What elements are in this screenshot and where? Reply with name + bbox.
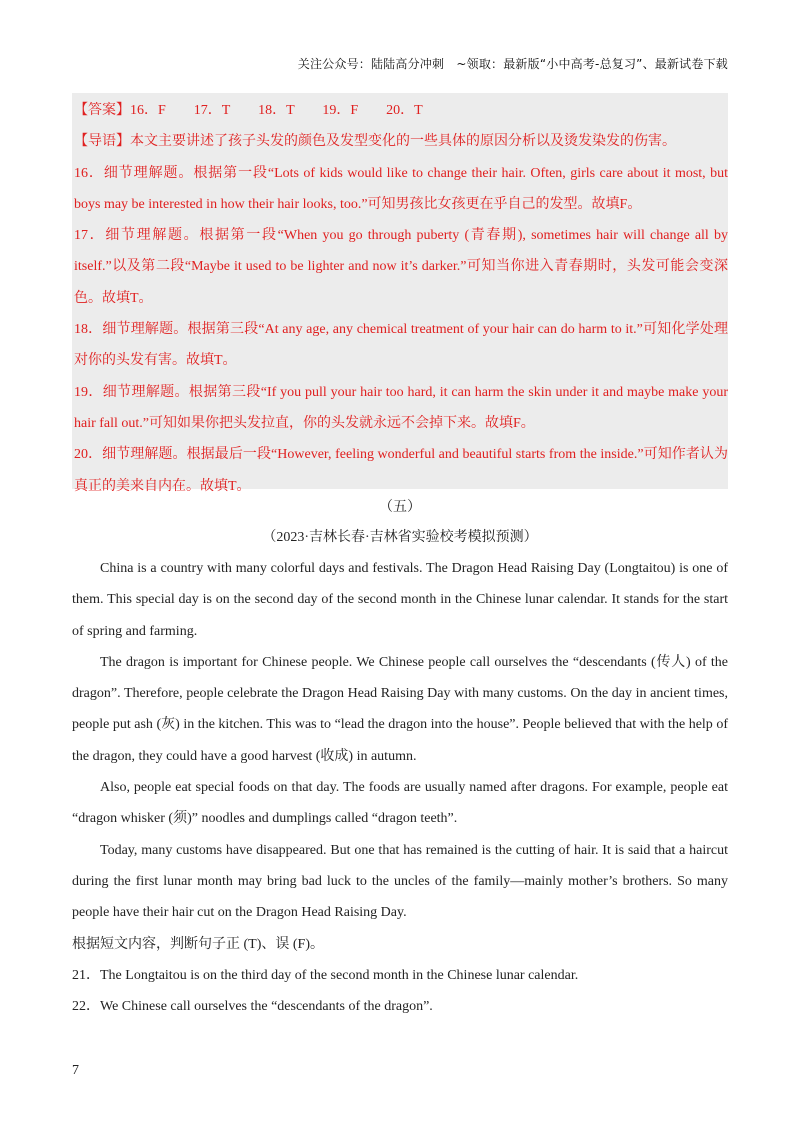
question-instruction: 根据短文内容，判断句子正 (T)、误 (F)。 [72, 936, 324, 952]
explanation-16: 16．细节理解题。根据第一段“Lots of kids would like to change their hair. Often, girls care about it most, but boys may be interested in how their hair looks, too.”可知男孩比女孩更在乎自己的发型。故填F。 [74, 165, 728, 212]
guide-text: 【导语】本文主要讲述了孩子头发的颜色及发型变化的一些具体的原因分析以及烫发染发的伤害。 [74, 134, 676, 150]
exam-source: （2023·吉林长春·吉林省实验校考模拟预测） [262, 530, 538, 545]
explanation-18: 18．细节理解题。根据第三段“At any age, any chemical treatment of your hair can do harm to it.”可知化学处理对你的头发有害。故填T。 [74, 322, 728, 369]
page-header: 关注公众号：陆陆高分冲刺 ~领取：最新版“小中高考-总复习”、最新试卷下载 [297, 57, 728, 71]
passage-paragraph-2: The dragon is important for Chinese people. We Chinese people call ourselves the “descendants (传人) of the dragon”. Therefore, people celebrate the Dragon Head Raising Day with many customs. On the day in ancient times, people put ash (灰) in the kitchen. This was to “lead the dragon into the house”. People believed that with the help of the dragon, they could have a good harvest (收成) in autumn. [72, 654, 728, 764]
explanation-19: 19．细节理解题。根据第三段“If you pull your hair too hard, it can harm the skin under it and maybe make your hair fall out.”可知如果你把头发拉直，你的头发就永远不会掉下来。故填F。 [74, 384, 728, 431]
section-number: （五） [379, 500, 421, 515]
answer-explanation-box [72, 93, 728, 494]
explanation-20: 20．细节理解题。根据最后一段“However, feeling wonderful and beautiful starts from the inside.”可知作者认为真正的美来自内在。故填T。 [74, 447, 728, 494]
passage-paragraph-3: Also, people eat special foods on that day. The foods are usually named after dragons. For example, people eat “dragon whisker (须)” noodles and dumplings called “dragon teeth”. [72, 780, 728, 827]
reading-passage [72, 553, 728, 1022]
page-number: 7 [72, 1063, 79, 1078]
answer-key-line: 【答案】16．F 17．T 18．T 19．F 20．T [74, 103, 423, 118]
question-21: 21．The Longtaitou is on the third day of the second month in the Chinese lunar calendar. [72, 967, 579, 983]
question-22: 22．We Chinese call ourselves the “descendants of the dragon”. [72, 999, 433, 1015]
passage-paragraph-4: Today, many customs have disappeared. But one that has remained is the cutting of hair. It is said that a haircut during the first lunar month may bring bad luck to the uncles of the family—mainly mother’s brothers. So many people have their hair cut on the Dragon Head Raising Day. [72, 842, 728, 921]
passage-paragraph-1: China is a country with many colorful days and festivals. The Dragon Head Raising Day (Longtaitou) is one of them. This special day is on the second day of the second month in the Chinese lunar calendar. It stands for the start of spring and farming. [72, 561, 728, 639]
explanation-17: 17．细节理解题。根据第一段“When you go through puberty (青春期), sometimes hair will change all by itself.”以及第二段“Maybe it used to be lighter and now it’s darker.”可知当你进入青春期时，头发可能会变深色。故填T。 [74, 228, 728, 306]
